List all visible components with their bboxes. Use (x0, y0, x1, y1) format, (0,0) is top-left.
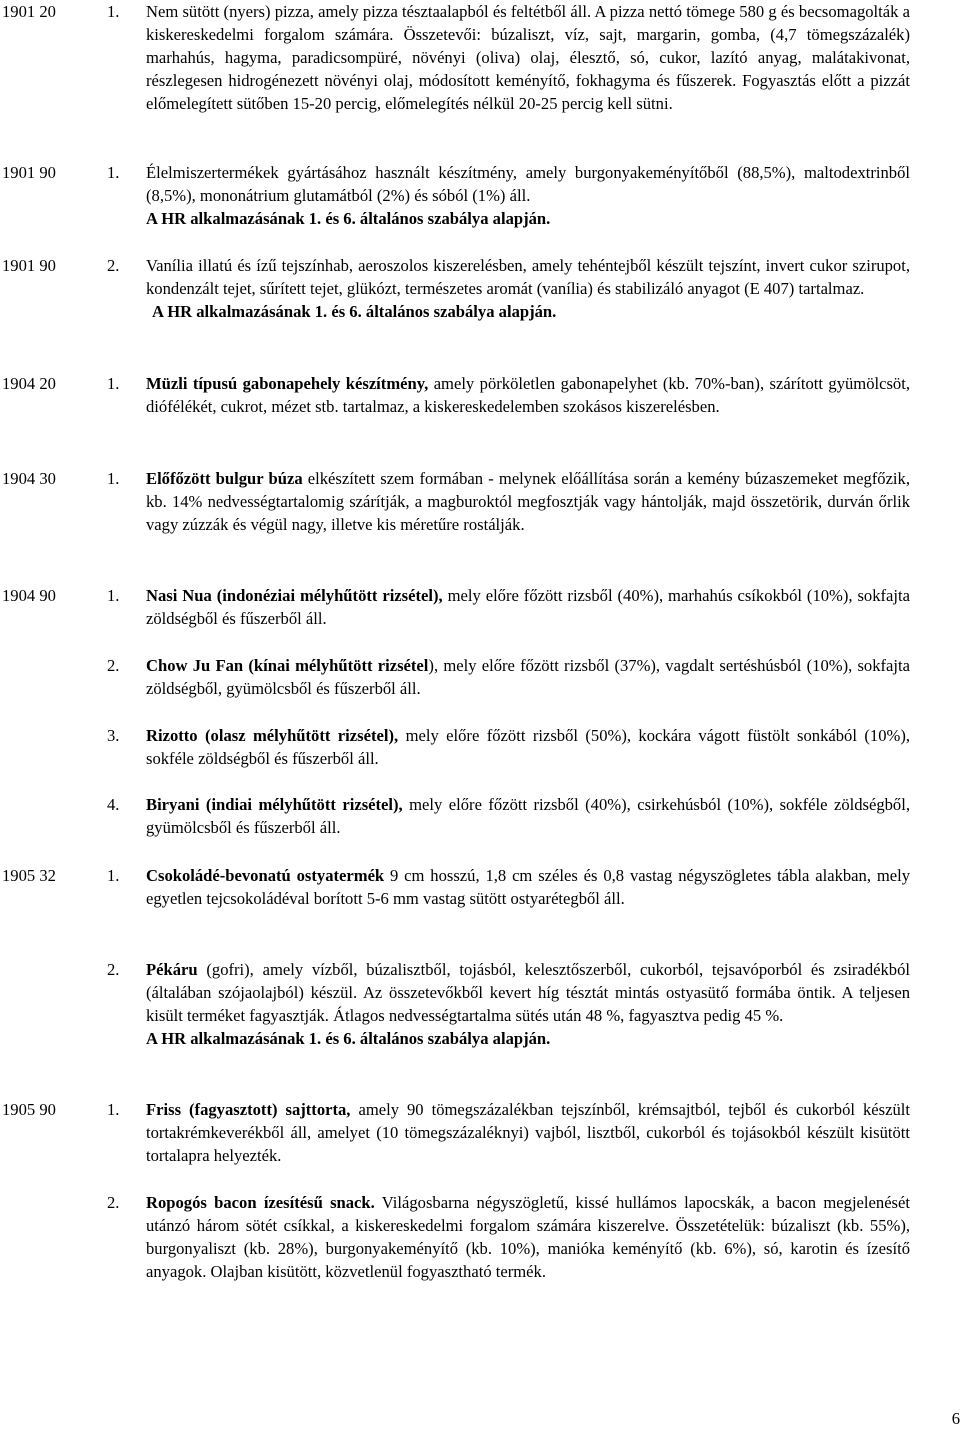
product-name: Nasi Nua (indonéziai mélyhűtött rizsétel), (146, 586, 443, 605)
description-text: elkészített szem formában - melynek előállítása során a kemény búzaszemeket megfőzik, kb. 14% nedvességtartalomig szárítják, a magburoktól megfosztják vagy hántolják, majd összetörik, durván őrlik vagy zúzzák és végül nagy, illetve kis méretűre rostálják. (146, 469, 910, 534)
product-name: Müzli típusú gabonapehely készítmény, (146, 374, 429, 393)
classification-rule: A HR alkalmazásának 1. és 6. általános szabálya alapján. (146, 209, 551, 228)
tariff-code: 1904 30 (2, 469, 56, 488)
tariff-code: 1904 20 (2, 374, 56, 393)
description-text: 9 cm hosszú, 1,8 cm széles és 0,8 vastag négyszögletes tábla alakban, mely egyetlen tejcsokoládéval borított 5-6 mm vastag sütött ostyarétegből áll. (146, 866, 911, 908)
product-name: Chow Ju Fan (kínai mélyhűtött rizsétel (146, 656, 429, 675)
item-number: 3. (107, 726, 120, 745)
description-text: mely előre főzött rizsből (40%), csirkehúsból (10%), sokféle zöldségből, gyümölcsből és fűszerből áll. (146, 795, 910, 837)
item-number: 2. (107, 960, 120, 979)
entry-description (146, 724, 910, 770)
entry-description (146, 161, 910, 230)
description-text: ), mely előre főzött rizsből (37%), vagdalt sertéshúsból (10%), sokfajta zöldségből, gyümölcsből és fűszerből áll. (146, 656, 910, 698)
entry-description (146, 584, 910, 630)
product-name: Pékáru (146, 960, 198, 979)
entry-description (146, 254, 910, 323)
product-name: Előfőzött bulgur búza (146, 469, 303, 488)
description-text: (gofri), amely vízből, búzalisztből, tojásból, kelesztőszerből, cukorból, tejsavóporból és zsiradékból (általában szójaolajból) készül. Az összetevőkből kevert híg tésztát mintás ostyasütő formába öntik. A teljesen kisült terméket fagyasztják. Átlagos nedvességtartalma sütés után 48 %, fagyasztva pedig 45 %. (146, 960, 910, 1025)
item-number: 1. (107, 1100, 120, 1119)
description-text: Világosbarna négyszögletű, kissé hullámos lapocskák, a bacon megjelenését utánzó három sötét csíkkal, a kiskereskedelmi forgalom számára kiszerelve. Összetételük: búzaliszt (kb. 55%), burgonyaliszt (kb. 28%), burgonyakeményítő (kb. 10%), manióka keményítő (kb. 6%), só, karotin és ízesítő anyagok. Olajban kisütött, közvetlenül fogyasztható termék. (146, 1193, 910, 1281)
item-number: 2. (107, 656, 120, 675)
description-text: mely előre főzött rizsből (40%), marhahús csíkokból (10%), sokfajta zöldségből és fűszerből áll. (146, 586, 910, 628)
page-number: 6 (951, 1409, 960, 1428)
classification-rule: A HR alkalmazásának 1. és 6. általános szabálya alapján. (146, 1029, 551, 1048)
entry-description (146, 0, 910, 115)
item-number: 2. (107, 256, 120, 275)
entry-description (146, 958, 910, 1050)
entry-description (146, 1098, 910, 1167)
item-number: 1. (107, 866, 120, 885)
product-name: Rizotto (olasz mélyhűtött rizsétel), (146, 726, 399, 745)
product-name: Ropogós bacon ízesítésű snack. (146, 1193, 375, 1212)
item-number: 1. (107, 374, 120, 393)
entry-description (146, 654, 910, 700)
tariff-code: 1904 90 (2, 586, 56, 605)
item-number: 1. (107, 2, 120, 21)
product-name: Biryani (indiai mélyhűtött rizsétel), (146, 795, 403, 814)
description-text: Élelmiszertermékek gyártásához használt készítmény, amely burgonyakeményítőből (88,5%), maltodextrinből (8,5%), mononátrium glutamátból (2%) és sóból (1%) áll. (146, 163, 910, 205)
description-text: amely 90 tömegszázalékban tejszínből, krémsajtból, tejből és cukorból készült tortakrémkeverékből áll, amelyet (10 tömegszázaléknyi) vajból, lisztből, cukorból és tojásokból készült kisütött tortalapra helyezték. (146, 1100, 910, 1165)
classification-rule: A HR alkalmazásának 1. és 6. általános szabálya alapján. (152, 302, 557, 321)
tariff-code: 1905 32 (2, 866, 56, 885)
tariff-code: 1905 90 (2, 1100, 56, 1119)
entry-description (146, 793, 910, 839)
item-number: 1. (107, 469, 120, 488)
item-number: 4. (107, 795, 120, 814)
entry-description (146, 864, 910, 910)
entry-description (146, 467, 910, 536)
tariff-code: 1901 90 (2, 163, 56, 182)
entry-description (146, 372, 910, 418)
tariff-code: 1901 90 (2, 256, 56, 275)
product-name: Csokoládé-bevonatú ostyatermék (146, 866, 385, 885)
description-text: mely előre főzött rizsből (50%), kockára vágott füstölt sonkából (10%), sokféle zöldségből és fűszerből áll. (146, 726, 910, 768)
description-text: amely pörköletlen gabonapelyhet (kb. 70%-ban), szárított gyümölcsöt, diófélékét, cukrot, mézet stb. tartalmaz, a kiskereskedelemben szokásos kiszerelésben. (146, 374, 910, 416)
item-number: 1. (107, 163, 120, 182)
item-number: 2. (107, 1193, 120, 1212)
entry-description (146, 1191, 910, 1283)
item-number: 1. (107, 586, 120, 605)
product-name: Friss (fagyasztott) sajttorta, (146, 1100, 351, 1119)
description-text: Vanília illatú és ízű tejszínhab, aeroszolos kiszerelésben, amely tehéntejből készült tejszínt, invert cukor szirupot, kondenzált tejet, sűrített tejet, glükózt, természetes aromát (vanília) és stabilizáló anyagot (E 407) tartalmaz. (146, 256, 910, 298)
tariff-code: 1901 20 (2, 2, 56, 21)
description-text: Nem sütött (nyers) pizza, amely pizza tésztaalapból és feltétből áll. A pizza nettó tömege 580 g és becsomagolták a kiskereskedelmi forgalom számára. Összetevői: búzaliszt, víz, sajt, margarin, gomba, (4,7 tömegszázalék) marhahús, hagyma, paradicsompüré, növényi (oliva) olaj, élesztő, só, cukor, lazító anyag, malátakivonat, részlegesen hidrogénezett növényi olaj, módosított keményítő, fokhagyma és fűszerek. Fogyasztás előtt a pizzát előmelegített sütőben 15-20 percig, előmelegítés nélkül 20-25 percig kell sütni. (146, 2, 910, 113)
